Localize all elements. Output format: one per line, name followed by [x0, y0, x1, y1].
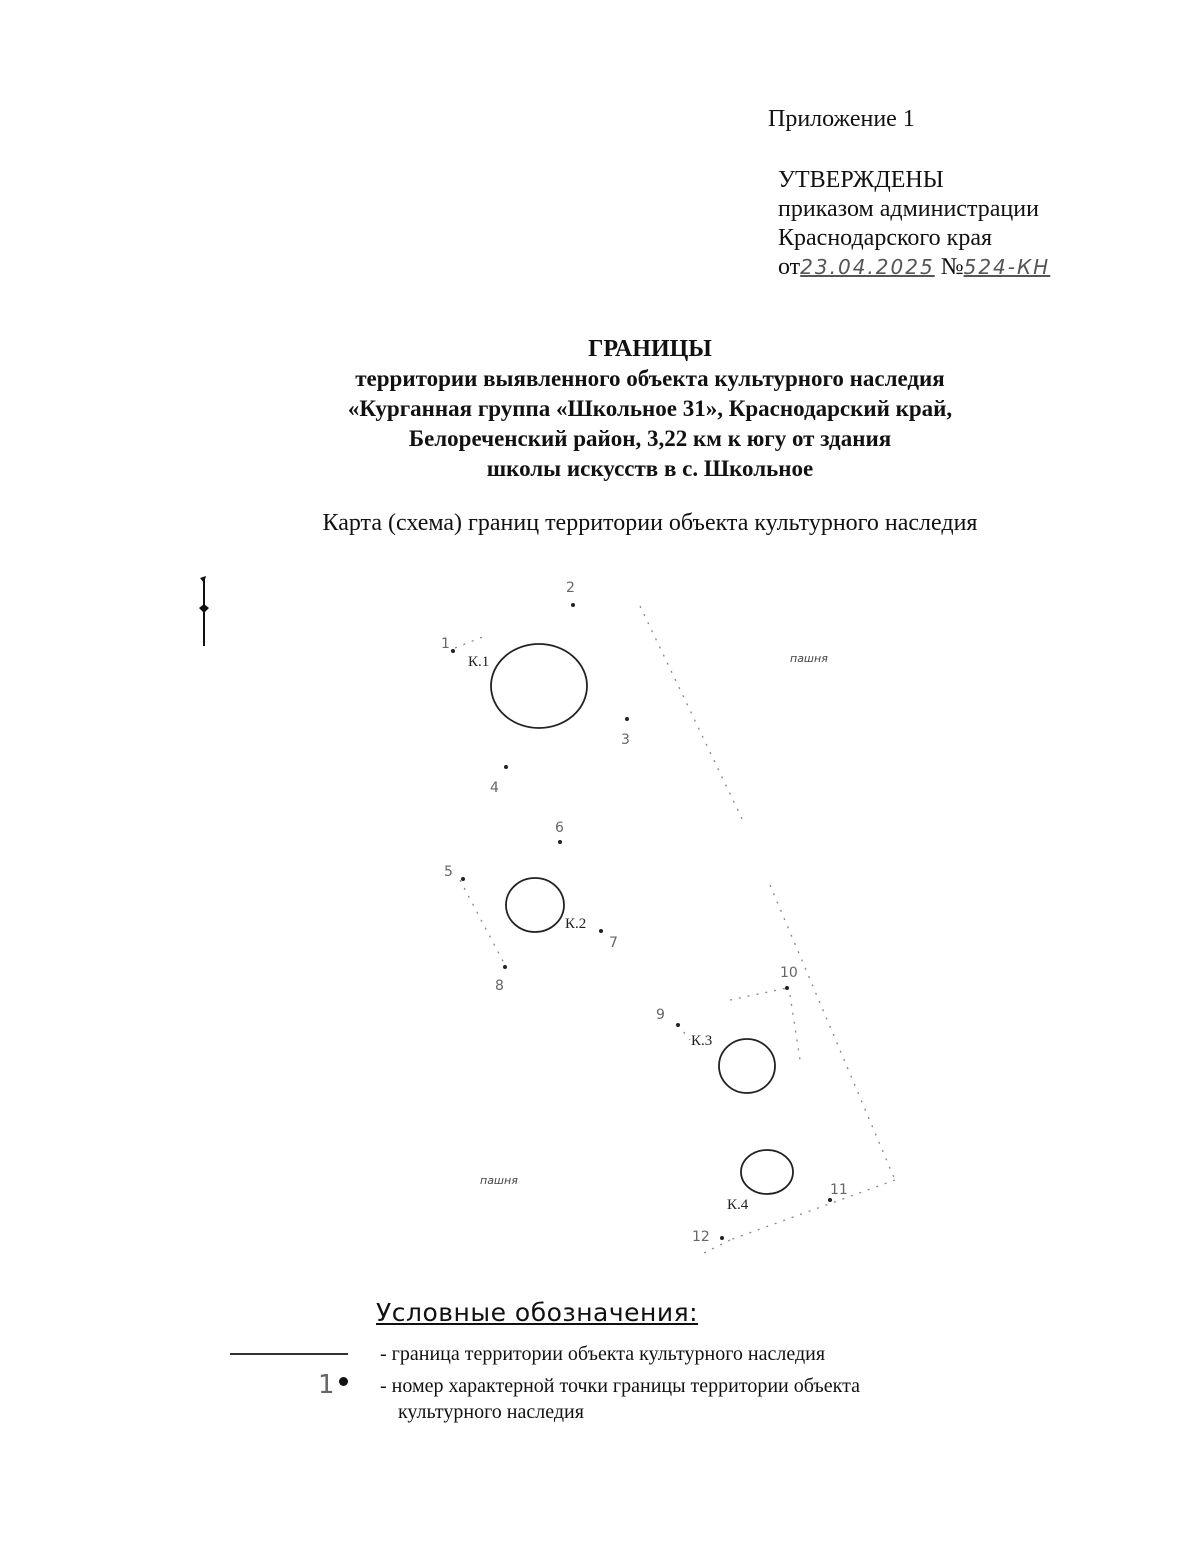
point-label-11: 11	[830, 1182, 848, 1198]
point-label-10: 10	[780, 965, 798, 981]
legend-point-dot-icon	[339, 1377, 348, 1386]
point-2-marker	[571, 603, 575, 607]
approval-date: 23.04.2025	[800, 255, 935, 279]
mound-3-outline	[719, 1039, 775, 1093]
boundary-map	[0, 560, 1200, 1280]
point-label-6: 6	[555, 820, 564, 836]
point-label-8: 8	[495, 978, 504, 994]
approved-line-1: приказом администрации	[778, 196, 1039, 222]
legend-point-text	[380, 1373, 1080, 1425]
approved-title: УТВЕРЖДЕНЫ	[778, 167, 944, 193]
mound-1-outline	[491, 644, 587, 728]
point-1-marker	[451, 649, 455, 653]
approval-block	[778, 166, 1050, 282]
annex-label: Приложение 1	[768, 106, 915, 132]
point-label-4: 4	[490, 780, 499, 796]
point-9-marker	[676, 1023, 680, 1027]
north-arrow-icon	[199, 576, 209, 646]
date-prefix: от	[778, 254, 801, 280]
legend-title: Условные обозначения:	[376, 1298, 699, 1327]
territory-boundary	[455, 606, 895, 1255]
map-caption: Карта (схема) границ территории объекта культурного наследия	[322, 510, 978, 536]
point-label-9: 9	[656, 1007, 665, 1023]
point-label-2: 2	[566, 580, 575, 596]
title-line-4: Белореченский район, 3,22 км к югу от здания	[408, 426, 892, 451]
title-line-5: школы искусств в с. Школьное	[486, 456, 814, 481]
legend-point-text-2: культурного наследия	[398, 1401, 584, 1423]
mound-label-4: К.4	[727, 1197, 749, 1213]
point-label-7: 7	[609, 935, 618, 951]
number-prefix: №	[940, 254, 964, 280]
approved-line-2: Краснодарского края	[778, 225, 993, 251]
point-7-marker	[599, 929, 603, 933]
mound-4-outline	[741, 1150, 793, 1194]
legend-boundary-line	[230, 1353, 348, 1355]
approval-date-number	[778, 253, 1050, 282]
point-11-marker	[828, 1198, 832, 1202]
field-label-1: пашня	[790, 652, 828, 665]
point-3-marker	[625, 717, 629, 721]
point-label-1: 1	[441, 636, 450, 652]
boundary-points	[451, 603, 832, 1240]
point-label-12: 12	[692, 1229, 710, 1245]
point-label-3: 3	[621, 732, 630, 748]
legend-point-text-1: - номер характерной точки границы территории объекта	[380, 1375, 860, 1397]
title-line-2: территории выявленного объекта культурного наследия	[355, 366, 945, 391]
point-4-marker	[504, 765, 508, 769]
legend-point-number: 1	[318, 1370, 335, 1400]
point-10-marker	[785, 986, 789, 990]
mound-label-2: К.2	[565, 916, 587, 932]
title-line-1: ГРАНИЦЫ	[588, 336, 712, 362]
title-line-3: «Курганная группа «Школьное 31», Краснодарский край,	[347, 396, 953, 421]
point-12-marker	[720, 1236, 724, 1240]
mound-label-3: К.3	[691, 1033, 713, 1049]
mound-label-1: К.1	[468, 654, 490, 670]
point-6-marker	[558, 840, 562, 844]
point-8-marker	[503, 965, 507, 969]
point-5-marker	[461, 877, 465, 881]
field-label-2: пашня	[480, 1174, 518, 1187]
mound-shapes	[491, 644, 793, 1194]
point-label-5: 5	[444, 864, 453, 880]
approval-number: 524-КН	[963, 255, 1051, 279]
document-title	[200, 334, 1100, 484]
legend-boundary-text: - граница территории объекта культурного наследия	[380, 1343, 826, 1365]
mound-2-outline	[506, 878, 564, 932]
